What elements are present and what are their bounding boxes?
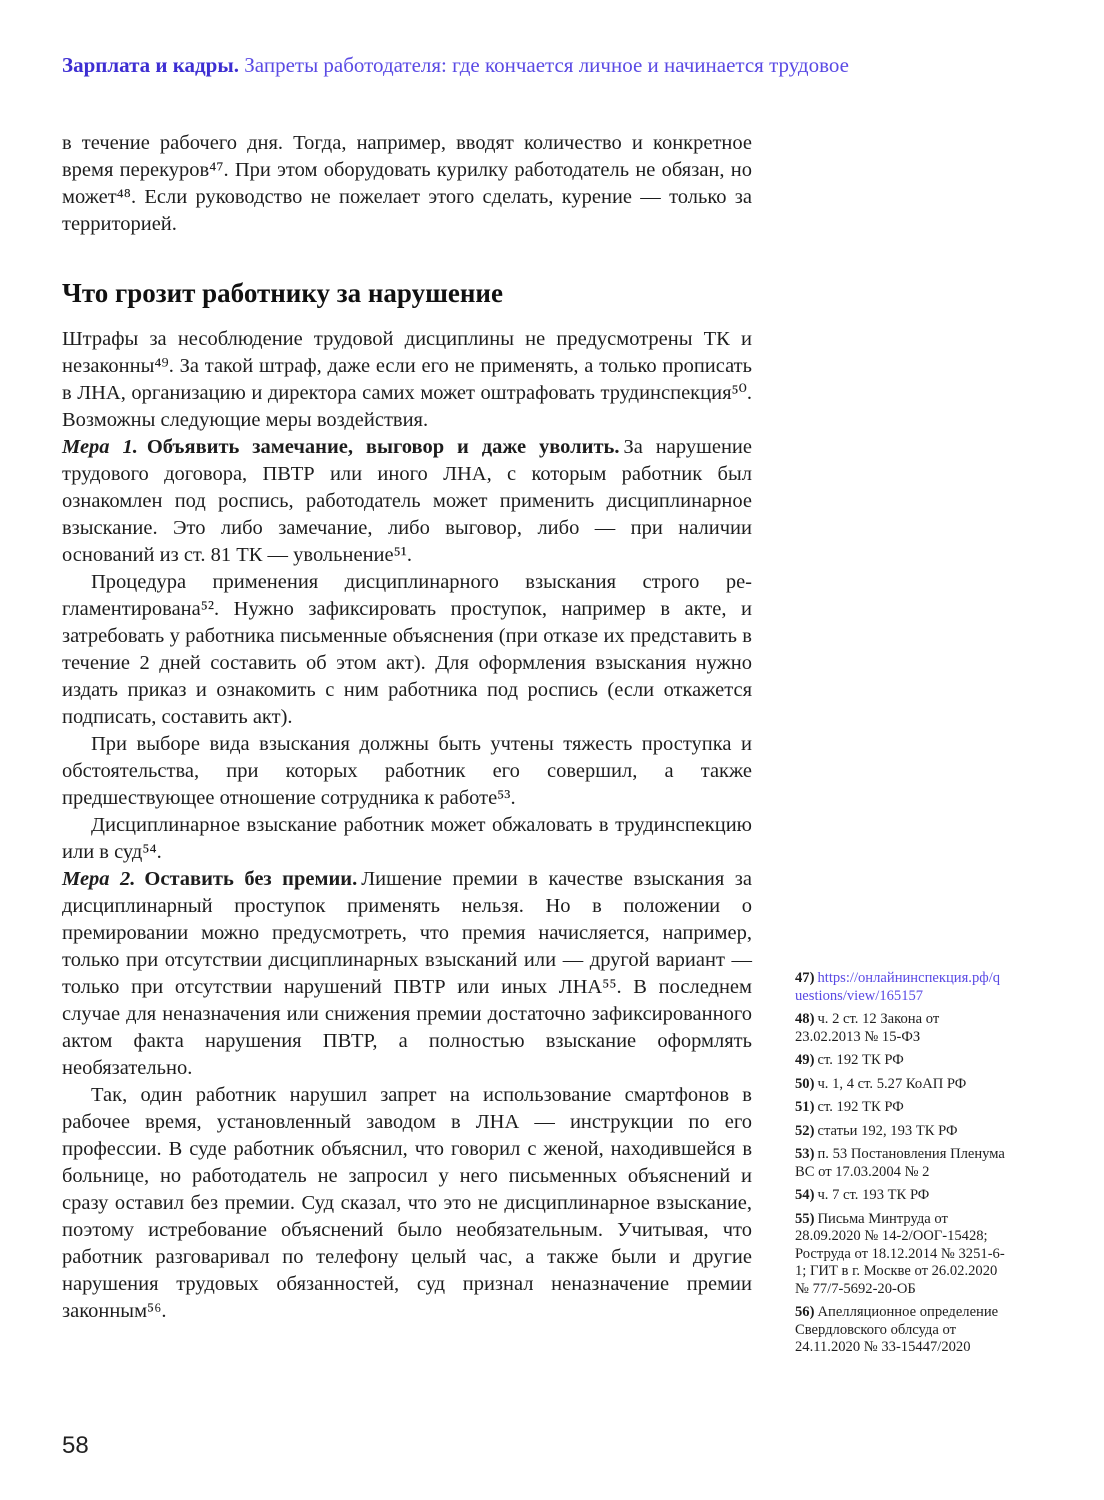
footnote-53 — [795, 1146, 1007, 1181]
footnote-49-text: ст. 192 ТК РФ — [817, 1052, 904, 1068]
footnote-51-text: ст. 192 ТК РФ — [817, 1099, 904, 1115]
footnote-53-text: п. 53 Постановления Пленума ВС от 17.03.2004 № 2 — [795, 1146, 1005, 1180]
measure-2-label: Мера 2. — [62, 868, 136, 890]
measure-2-title: Оставить без премии. — [144, 868, 358, 890]
footnote-51-number: 51) — [795, 1099, 815, 1115]
paragraph-measure-1 — [62, 434, 752, 569]
paragraph-appeal: Дисциплинарное взыскание работник может обжаловать в трудинспекцию или в суд⁵⁴. — [62, 814, 752, 863]
footnote-50 — [795, 1076, 1007, 1094]
footnote-56-text: Апелляционное определение Свердловского облсуда от 24.11.2020 № 33-15447/2020 — [795, 1304, 999, 1355]
footnote-50-text: ч. 1, 4 ст. 5.27 КоАП РФ — [817, 1075, 967, 1092]
footnote-47-number: 47) — [795, 970, 815, 986]
measure-2-text: Лишение премии в качестве взыскания за дисциплинарный проступок применять нельзя. Но в положении о премировании можно предусмотреть, что премия начисляется, например, только при отсутствии дисциплинарных взысканий или — другой вариант — только при отсутствии нарушений ПВТР или иных ЛНА⁵⁵. В последнем случае для неназначения или снижения премии достаточно зафиксированного актом факта нарушения ПВТР, а полностью взыскание оформлять необязательно. — [62, 868, 752, 1079]
rubric-label: Зарплата и кадры. — [62, 53, 240, 77]
footnote-47-link[interactable]: https://онлайнинспекция.рф/questions/view/165157 — [795, 970, 1001, 1004]
footnote-49-number: 49) — [795, 1052, 815, 1068]
footnote-55-text: Письма Минтруда от 28.09.2020 № 14-2/ООГ-15428; Роструда от 18.12.2014 № 3251-6-1; ГИТ в г. Москве от 26.02.2020 № 77/7-5692-20-ОБ — [795, 1210, 1005, 1297]
footnote-48-text: ч. 2 ст. 12 Закона от 23.02.2013 № 15-ФЗ — [795, 1011, 940, 1045]
footnote-54 — [795, 1187, 1007, 1205]
footnote-56-number: 56) — [795, 1304, 815, 1320]
footnote-49 — [795, 1052, 1007, 1070]
footnote-51 — [795, 1099, 1007, 1117]
page-number: 58 — [62, 1432, 89, 1459]
measure-1-label: Мера 1. — [62, 436, 138, 458]
article-title: Запреты работодателя: где кончается личное и начинается трудовое — [244, 53, 849, 77]
footnote-47 — [795, 970, 1007, 1005]
paragraph-procedure: Процедура применения дисциплинарного взыскания строго регламентирована⁵². Нужно зафиксировать проступок, например в акте, и затребовать у работника письменные объяснения (при отказе их представить в течение 2 дней составить об этом акт). Для оформления взыскания нужно издать приказ и ознакомить с ним работника под роспись (если откажется подписать, составить акт). — [62, 571, 752, 728]
footnote-52 — [795, 1123, 1007, 1141]
footnote-50-number: 50) — [795, 1075, 815, 1092]
measure-1-text: За нарушение трудового договора, ПВТР или иного ЛНА, с которым работник был ознакомлен под роспись, работодатель может применить дисциплинарное взыскание. Это либо замечание, либо выговор, либо — при наличии оснований из ст. 81 ТК — увольнение⁵¹. — [62, 436, 752, 566]
footnote-55 — [795, 1211, 1007, 1299]
footnote-54-text: ч. 7 ст. 193 ТК РФ — [817, 1187, 930, 1203]
paragraph-intro: в течение рабочего дня. Тогда, например, вводят количество и конкретное время перекуров⁴⁷. При этом оборудовать курилку работодатель не обязан, но может⁴⁸. Если руководство не пожелает этого сделать, курение — только за территорией. — [62, 132, 752, 235]
footnote-56 — [795, 1304, 1007, 1357]
footnote-48 — [795, 1011, 1007, 1046]
footnote-52-text: статьи 192, 193 ТК РФ — [817, 1122, 958, 1139]
paragraph-case: Так, один работник нарушил запрет на использование смартфонов в рабочее время, установленный заводом в ЛНА — инструкции по его профессии. В суде работник объяснил, что говорил с женой, находившейся в больнице, но работодатель не запросил у него письменных объяснений и сразу оставил без премии. Суд сказал, что это не дисциплинарное взыскание, поэтому истребование объяснений было необязательным. Учитывая, что работник разговаривал по телефону целый час, а также были и другие нарушения трудовых обязанностей, суд признал неназначение премии законным⁵⁶. — [62, 1084, 752, 1322]
footnote-54-number: 54) — [795, 1187, 815, 1203]
paragraph-choice: При выборе вида взыскания должны быть учтены тяжесть проступка и обстоятельства, при которых работник его совершил, а также предшествующее отношение сотрудника к работе⁵³. — [62, 733, 752, 809]
footnote-48-number: 48) — [795, 1011, 815, 1027]
footnotes-column — [795, 970, 1007, 1363]
footnote-52-number: 52) — [795, 1122, 815, 1139]
paragraph-measure-2 — [62, 866, 752, 1082]
article-body — [62, 130, 752, 1325]
footnote-55-number: 55) — [795, 1210, 815, 1227]
running-head — [62, 52, 1042, 78]
measure-1-title: Объявить замечание, выговор и даже уволить. — [146, 436, 620, 458]
section-heading: Что грозит работнику за нарушение — [62, 278, 503, 308]
footnote-53-number: 53) — [795, 1146, 815, 1162]
paragraph-fines: Штрафы за несоблюдение трудовой дисциплины не предусмотрены ТК и незаконны⁴⁹. За такой штраф, даже если его не применять, а только прописать в ЛНА, организацию и директора самих может оштрафовать трудинспекция⁵⁰. Возможны следующие меры воздействия. — [62, 328, 752, 431]
